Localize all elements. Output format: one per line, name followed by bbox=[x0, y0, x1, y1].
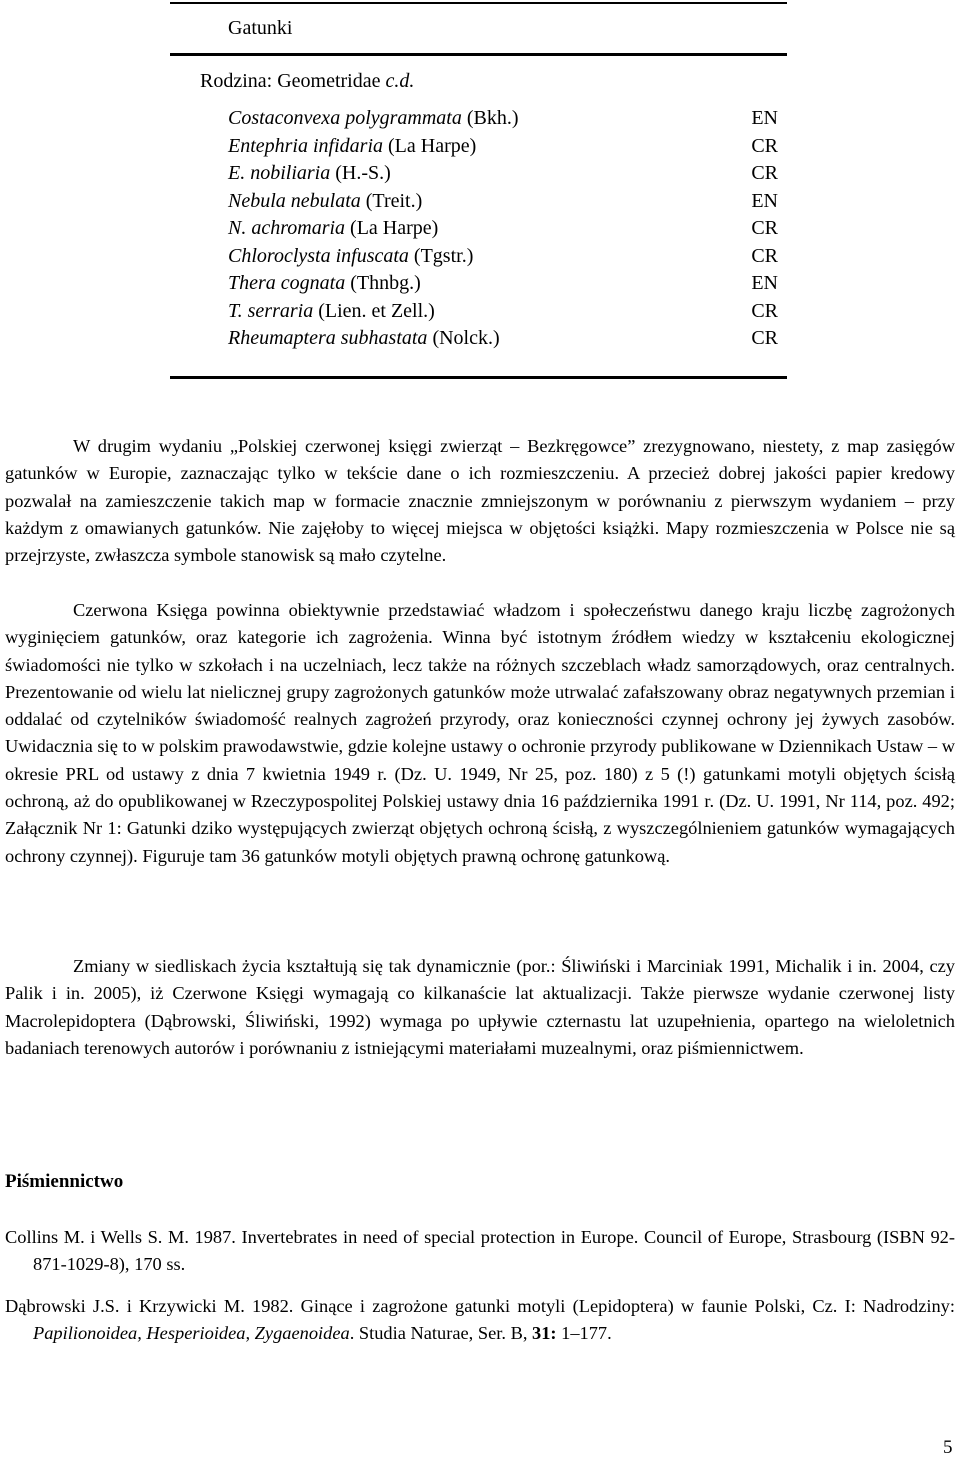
reference-2 bbox=[5, 1293, 955, 1348]
paragraph-2 bbox=[5, 597, 955, 870]
status-code: CR bbox=[751, 217, 778, 239]
reference-2-text: Dąbrowski J.S. i Krzywicki M. 1982. Ginące i zagrożone gatunki motyli (Lepidoptera) w faunie Polski, Cz. I: Nadrodziny: bbox=[5, 1296, 955, 1316]
table-heading: Gatunki bbox=[228, 17, 293, 39]
family-name: Rodzina: Geometridae bbox=[200, 70, 386, 92]
family-cd: c.d. bbox=[385, 70, 415, 92]
paragraph-2-text: Czerwona Księga powinna obiektywnie przedstawiać władzom i społeczeństwu danego kraju liczbę zagrożonych wyginięciem gatunków, oraz kategorie ich zagrożenia. Winna być istotnym źródłem wiedzy w kształceniu ekologicznej świadomości nie tylko w szkołach i na uczelniach, lecz także na różnych szczeblach władz samorządowych, oraz centralnych. Prezentowanie od wielu lat nielicznej grupy zagrożonych gatunków może utrwalać zafałszowany obraz negatywnych przemian i oddalać od czytelników świadomość realnych zagrożeń przyrody, oraz konieczności czynnej ochrony jej żywych zasobów. Uwidacznia się to w polskim prawodawstwie, gdzie kolejne ustawy o ochronie przyrody publikowane w Dziennikach Ustaw – w okresie PRL od ustawy z dnia 7 kwietnia 1949 r. (Dz. U. 1949, Nr 25, poz. 180) z 5 (!) gatunkami motyli objętych ścisłą ochroną, aż do opublikowanej w Rzeczypospolitej Polskiej ustawy dnia 16 października 1991 r. (Dz. U. 1991, Nr 114, poz. 492; Załącznik Nr 1: Gatunki dziko występujących zwierząt objętych ochroną ścisłą, z wyszczególnieniem gatunków wymagających ochrony czynnej). Figuruje tam 36 gatunków motyli objętych prawną ochronę gatunkową. bbox=[5, 600, 955, 866]
species-author: (La Harpe) bbox=[345, 217, 439, 239]
species-genus: Nebula nebulata bbox=[228, 189, 361, 212]
species-row bbox=[228, 270, 519, 298]
status-code: CR bbox=[751, 299, 778, 322]
reference-1: Collins M. i Wells S. M. 1987. Invertebrates in need of special protection in Europe. Council of Europe, Strasbourg (ISBN 92-871-1029-8), 170 ss. bbox=[5, 1227, 955, 1275]
bottom-rule bbox=[170, 376, 787, 379]
status-code: EN bbox=[751, 272, 778, 294]
status-code: EN bbox=[751, 189, 778, 212]
species-author: (H.-S.) bbox=[330, 162, 391, 184]
reference-2-volume: 31: bbox=[532, 1323, 557, 1344]
top-rule bbox=[170, 2, 787, 4]
species-genus: Entephria infidaria bbox=[228, 134, 383, 157]
species-author: (La Harpe) bbox=[383, 134, 477, 157]
species-row bbox=[228, 105, 519, 133]
paragraph-1 bbox=[5, 433, 955, 569]
species-genus: N. achromaria bbox=[228, 217, 346, 239]
status-code: CR bbox=[751, 244, 778, 267]
species-author: (Thnbg.) bbox=[345, 272, 421, 294]
species-genus: Rheumaptera subhastata bbox=[228, 327, 428, 349]
status-code: CR bbox=[751, 327, 778, 349]
family-label bbox=[200, 70, 414, 93]
reference-2-pages: 1–177. bbox=[556, 1323, 612, 1344]
paragraph-3-text: Zmiany w siedliskach życia kształtują się tak dynamicznie (por.: Śliwiński i Marciniak 1991, Michalik i in. 2004, czy Palik i in. 2005), iż Czerwone Księgi wymagają co kilkanaście lat aktualizacji. Także pierwsze wydanie czerwonej listy Macrolepidoptera (Dąbrowski, Śliwiński, 1992) wymaga po upływie czternastu lat uzupełnienia, opartego na wieloletnich badaniach terenowych autorów i porównaniu z istniejącymi materiałami muzealnymi, oraz piśmiennictwem. bbox=[5, 956, 955, 1058]
species-row bbox=[228, 133, 519, 161]
species-row bbox=[228, 325, 519, 353]
species-author: (Nolck.) bbox=[427, 327, 500, 349]
status-code: EN bbox=[751, 107, 778, 129]
references-heading: Piśmiennictwo bbox=[5, 1171, 124, 1192]
status-code: CR bbox=[751, 134, 778, 157]
species-author: (Tgstr.) bbox=[408, 244, 474, 267]
status-code: CR bbox=[751, 162, 778, 184]
species-row bbox=[228, 160, 519, 188]
species-row bbox=[228, 243, 519, 271]
paragraph-3 bbox=[5, 953, 955, 1062]
species-genus: Thera cognata bbox=[228, 272, 346, 294]
species-author: (Bkh.) bbox=[461, 107, 519, 129]
species-genus: Chloroclysta infuscata bbox=[228, 244, 409, 267]
species-genus: Costaconvexa polygrammata bbox=[228, 107, 462, 129]
reference-2-italic: Papilionoidea, Hesperioidea, Zygaenoidea bbox=[33, 1323, 350, 1344]
species-row bbox=[228, 188, 519, 216]
page-number: 5 bbox=[943, 1437, 953, 1458]
species-genus: E. nobiliaria bbox=[228, 162, 331, 184]
species-row bbox=[228, 215, 519, 243]
reference-2-journal: . Studia Naturae, Ser. B, bbox=[349, 1323, 533, 1344]
status-column bbox=[700, 105, 778, 353]
species-genus: T. serraria bbox=[228, 299, 314, 322]
paragraph-1-text: W drugim wydaniu „Polskiej czerwonej księgi zwierząt – Bezkręgowce” zrezygnowano, niestety, z map zasięgów gatunków w Europie, zaznaczając tylko w tekście dane o ich rozmieszczeniu. A przecież dobrej jakości papier kredowy pozwalał na zamieszczenie takich map w formacie znacznie zmniejszonym w porównaniu z pierwszym wydaniem – przy każdym z omawianych gatunków. Nie zajęłoby to więcej miejsca w objętości książki. Mapy rozmieszczenia w Polsce nie są przejrzyste, zwłaszcza symbole stanowisk są mało czytelne. bbox=[5, 436, 955, 566]
species-row bbox=[228, 298, 519, 326]
species-list bbox=[228, 105, 519, 353]
header-rule bbox=[170, 53, 787, 56]
species-author: (Lien. et Zell.) bbox=[313, 299, 435, 322]
species-author: (Treit.) bbox=[360, 189, 423, 212]
